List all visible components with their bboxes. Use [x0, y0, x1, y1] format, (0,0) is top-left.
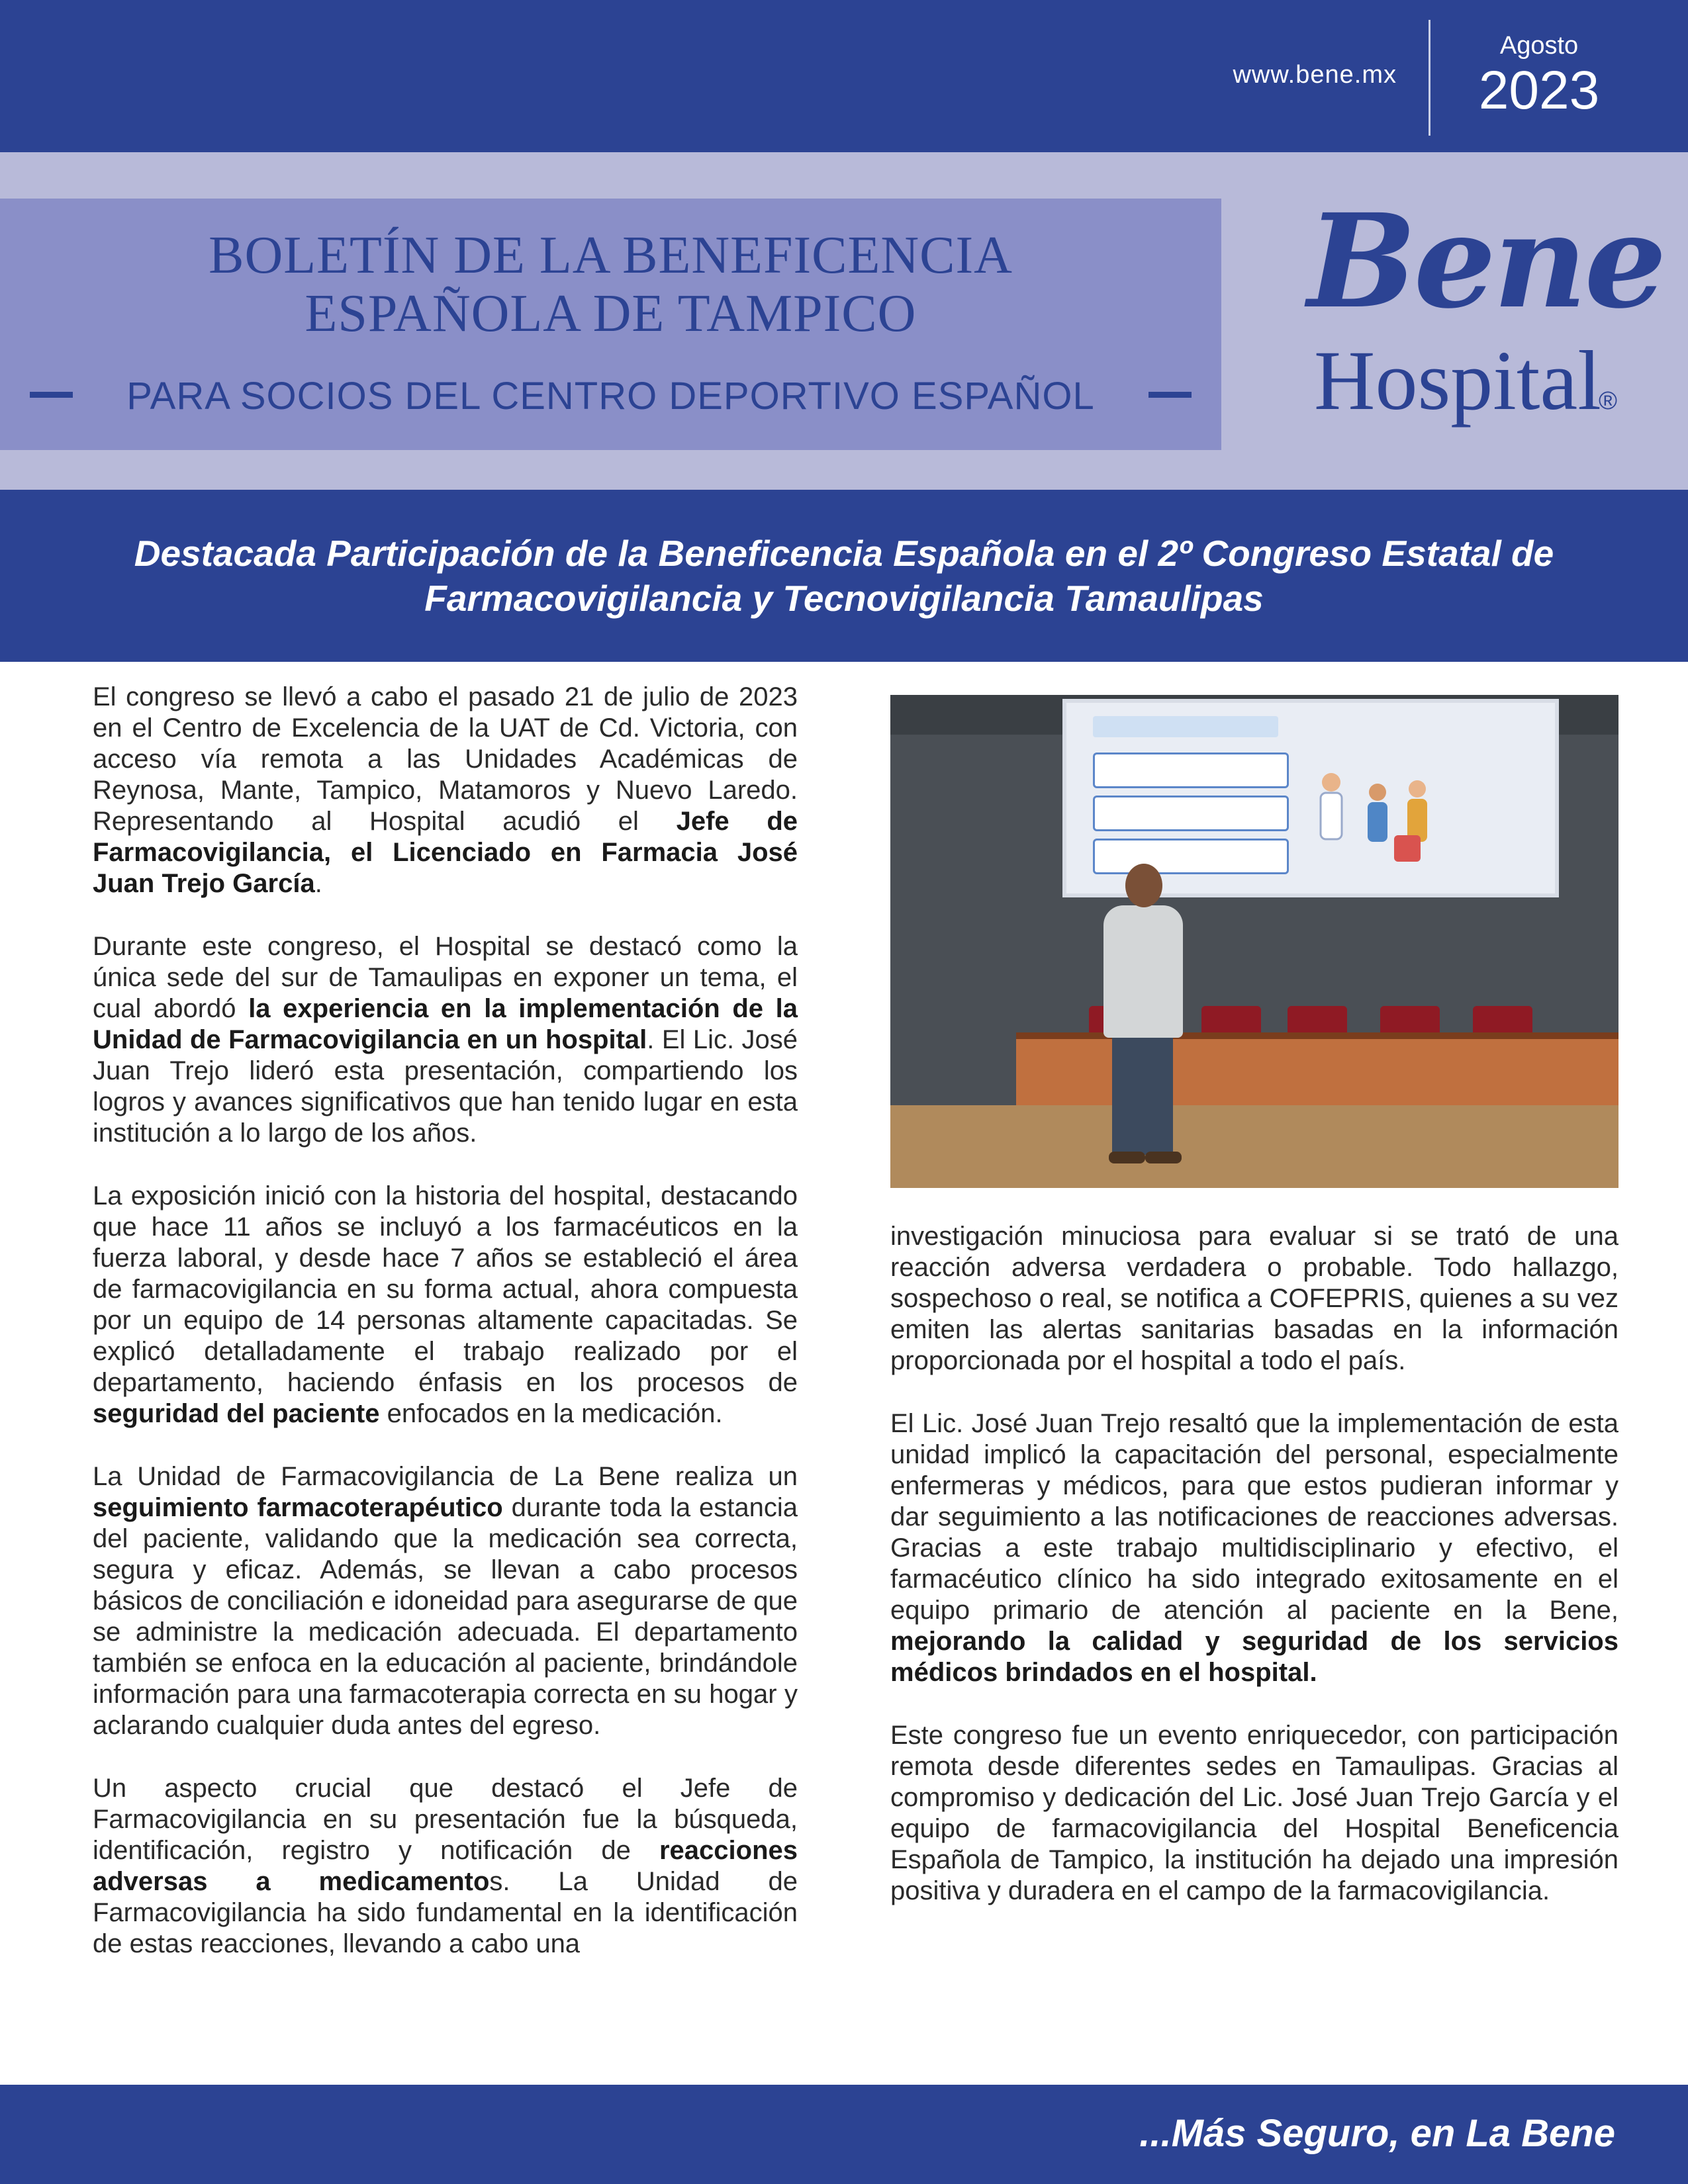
footer-tagline: ...Más Seguro, en La Bene	[1139, 2112, 1615, 2155]
paragraph-text: La Unidad de Farmacovigilancia de La Bene realiza un	[93, 1462, 798, 1491]
paragraph-text: Un aspecto crucial que destacó el Jefe de Farmacovigilancia en su presentación fue la búsqueda, identificación, registro y notificación de	[93, 1774, 798, 1865]
paragraph-bold: mejorando la calidad y seguridad de los servicios médicos brindados en el hospital.	[890, 1627, 1618, 1687]
subtitle-dash-right	[1149, 392, 1192, 398]
paragraph-1	[93, 682, 798, 899]
subtitle-row	[30, 367, 1192, 420]
bulletin-header	[0, 199, 1221, 450]
top-bar	[0, 0, 1688, 152]
paragraph-6	[890, 1221, 1618, 1377]
paragraph-text: El congreso se llevó a cabo el pasado 21 de julio de 2023 en el Centro de Excelencia de la UAT de Cd. Victoria, con acceso vía remota a las Unidades Académicas de Reynosa, Mante, Tampico, Matamoros y Nuevo Laredo. Representando al Hospital acudió el	[93, 682, 798, 836]
paragraph-5	[93, 1773, 798, 1960]
bene-hospital-logo	[1307, 185, 1664, 443]
paragraph-text: .	[314, 869, 322, 898]
paragraph-4	[93, 1461, 798, 1741]
headline-line1: Destacada Participación de la Beneficencia Española en el 2º Congreso Estatal de	[134, 533, 1554, 574]
speaker-head	[1125, 864, 1162, 907]
slide-box	[1093, 752, 1289, 788]
congress-photo	[890, 695, 1618, 1188]
bulletin-title-line2: ESPAÑOLA DE TAMPICO	[305, 285, 917, 343]
headline-band	[0, 490, 1688, 662]
paragraph-text: investigación minuciosa para evaluar si se trató de una reacción adversa verdadera o probable. Todo hallazgo, sospechoso o real, se notifica a COFEPRIS, quienes a su vez emiten las alertas sanitarias basadas en la información proporcionada por el hospital a todo el país.	[890, 1222, 1618, 1375]
speaker-shoe	[1145, 1152, 1182, 1163]
bulletin-title	[0, 226, 1221, 343]
paragraph-text: enfocados en la medicación.	[379, 1399, 723, 1428]
registered-icon: ®	[1599, 387, 1617, 415]
speaker-shoe	[1109, 1152, 1145, 1163]
paragraph-bold: reacciones adversas a medicamento	[93, 1836, 798, 1896]
headline-line2: Farmacovigilancia y Tecnovigilancia Tamaulipas	[424, 578, 1264, 619]
paragraph-text: Este congreso fue un evento enriquecedor, con participación remota desde diferentes sedes en Tamaulipas. Gracias al compromiso y dedicación del Lic. José Juan Trejo García y el equipo de farmacovigilancia del Hospital Beneficencia Española de Tampico, la institución ha dejado una impresión positiva y duradera en el campo de la farmacovigilancia.	[890, 1721, 1618, 1905]
paragraph-text: s. La Unidad de Farmacovigilancia ha sido fundamental en la identificación de estas reacciones, llevando a cabo una	[93, 1867, 798, 1958]
issue-year: 2023	[1478, 60, 1600, 120]
article-column-left	[93, 682, 798, 1991]
article-column-right	[890, 1221, 1618, 1938]
paragraph-text: durante toda la estancia del paciente, validando que la medicación sea correcta, segura y eficaz. Además, se llevan a cabo procesos básicos de conciliación e idoneidad para asegurarse de que se administre la medicación adecuada. El departamento también se enfoca en la educación al paciente, brindándole información para una farmacoterapia correcta en su hogar y aclarando cualquier duda antes del egreso.	[93, 1493, 798, 1740]
paragraph-text: El Lic. José Juan Trejo resaltó que la implementación de esta unidad implicó la capacitación del personal, especialmente enfermeras y médicos, para que estos pudieran informar y dar seguimiento a las notificaciones de reacciones adversas. Gracias a este trabajo multidisciplinario y efectivo, el farmacéutico clínico ha sido integrado exitosamente en el equipo primario de atención al paciente en la Bene,	[890, 1409, 1618, 1625]
bulletin-subtitle: PARA SOCIOS DEL CENTRO DEPORTIVO ESPAÑOL	[126, 375, 1095, 418]
bulletin-title-line1: BOLETÍN DE LA BENEFICENCIA	[209, 226, 1013, 285]
issue-month: Agosto	[1499, 32, 1579, 60]
slide-box	[1093, 839, 1289, 874]
divider	[1429, 20, 1430, 136]
slide-illustration	[1305, 756, 1450, 875]
speaker-legs	[1112, 1032, 1173, 1155]
paragraph-7	[890, 1408, 1618, 1688]
paragraph-text: La exposición inició con la historia del hospital, destacando que hace 11 años se incluyó a los farmacéuticos en la fuerza laboral, y desde hace 7 años se estableció el área de farmacovigilancia en su forma actual, ahora compuesta por un equipo de 14 personas altamente capacitadas. Se explicó detalladamente el trabajo realizado por el departamento, haciendo énfasis en los procesos de	[93, 1181, 798, 1397]
slide-title-bar	[1093, 716, 1278, 737]
paragraph-bold: seguimiento farmacoterapéutico	[93, 1493, 503, 1522]
paragraph-bold: la experiencia en la implementación de la Unidad de Farmacovigilancia en un hospital	[93, 994, 798, 1054]
slide-box	[1093, 796, 1289, 831]
stage-floor	[890, 1105, 1618, 1188]
paragraph-2	[93, 931, 798, 1149]
paragraph-text: Durante este congreso, el Hospital se destacó como la única sede del sur de Tamaulipas en exponer un tema, el cual abordó	[93, 932, 798, 1023]
footer-bar	[0, 2085, 1688, 2184]
article-headline	[40, 531, 1648, 621]
paragraph-bold: Jefe de Farmacovigilancia, el Licenciado en Farmacia José Juan Trejo García	[93, 807, 798, 898]
paragraph-8	[890, 1720, 1618, 1907]
paragraph-3	[93, 1181, 798, 1430]
website-link[interactable]: www.bene.mx	[1233, 61, 1397, 89]
logo-sub: Hospital	[1314, 334, 1601, 428]
paragraph-text: . El Lic. José Juan Trejo lideró esta presentación, compartiendo los logros y avances significativos que han tenido lugar en esta institución a lo largo de los años.	[93, 1025, 798, 1148]
speaker-body	[1103, 905, 1183, 1038]
logo-brand: Bene	[1307, 185, 1664, 337]
presentation-table	[1016, 1032, 1618, 1115]
paragraph-bold: seguridad del paciente	[93, 1399, 380, 1428]
subtitle-dash-left	[30, 392, 73, 398]
